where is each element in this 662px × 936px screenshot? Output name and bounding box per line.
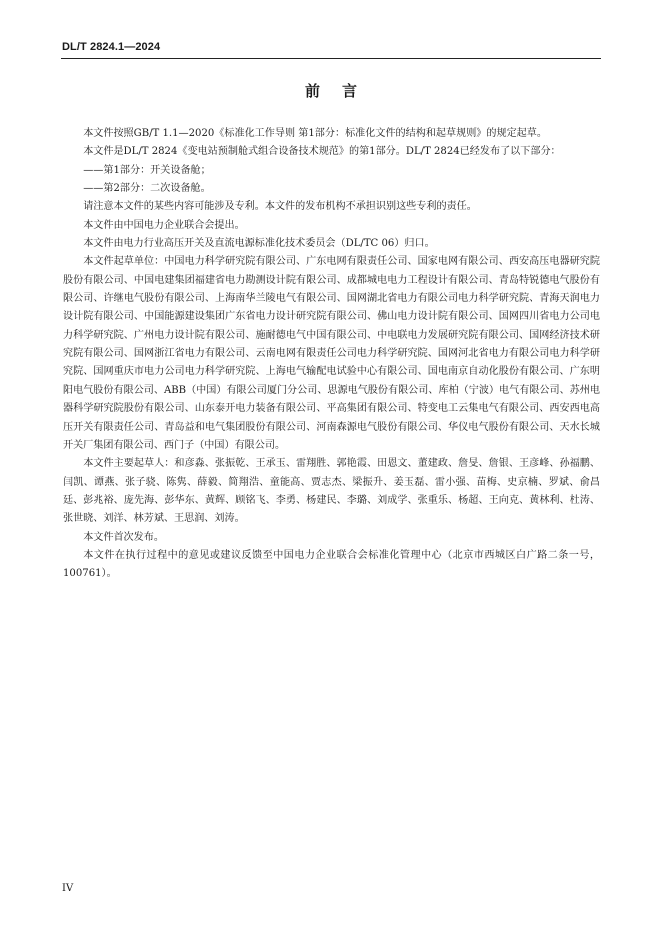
series-paragraph: 本文件是DL/T 2824《变电站预制舱式组合设备技术规范》的第1部分。DL/T 2824已经发布了以下部分：: [83, 146, 561, 158]
foreword-body: [63, 125, 600, 584]
part-1-item: ——第1部分：开关设备舱；: [83, 164, 211, 176]
drafters-paragraph: 本文件主要起草人：和彦淼、张振乾、王承玉、雷翔胜、郭艳霞、田恩文、董建政、詹旻、詹银、王彦峰、孙福鹏、闫凯、谭燕、张子骁、陈隽、薛毅、简翔浩、童能高、贾志杰、梁振升、姜玉磊、雷小强、苗梅、史京楠、罗斌、俞昌廷、彭兆裕、庞先海、彭华东、黄辉、顾铭飞、李勇、杨建民、李璐、刘成学、张重乐、杨超、王向克、黄林利、杜涛、张世晓、刘洋、林芳斌、王思润、刘涛。: [63, 458, 600, 525]
feedback-paragraph: 本文件在执行过程中的意见或建议反馈至中国电力企业联合会标准化管理中心（北京市西城区白广路二条一号，100761）。: [63, 549, 600, 580]
first-release-paragraph: 本文件首次发布。: [83, 531, 164, 543]
drafting-units-paragraph: 本文件起草单位：中国电力科学研究院有限公司、广东电网有限责任公司、国家电网有限公司、西安高压电器研究院股份有限公司、中国电建集团福建省电力勘测设计院有限公司、成都城电电力工程设计有限公司、青岛特锐德电气股份有限公司、许继电气股份有限公司、上海南华兰陵电气有限公司、国网湖北省电力有限公司电力科学研究院、青海天润电力设计院有限公司、中国能源建设集团广东省电力设计研究院有限公司、佛山电力设计院有限公司、国网四川省电力公司电力科学研究院、广州电力设计院有限公司、施耐德电气中国有限公司、中电联电力发展研究院有限公司、国网经济技术研究院有限公司、国网浙江省电力有限公司、云南电网有限责任公司电力科学研究院、国网河北省电力有限公司电力科学研究院、国网重庆市电力公司电力科学研究院、上海电气输配电试验中心有限公司、国电南京自动化股份有限公司、广东明阳电气股份有限公司、ABB（中国）有限公司厦门分公司、思源电气股份有限公司、库柏（宁波）电气有限公司、苏州电器科学研究院股份有限公司、山东泰开电力装备有限公司、平高集团有限公司、特变电工云集电气有限公司、西安西电高压开关有限责任公司、青岛益和电气集团股份有限公司、河南森源电气股份有限公司、华仪电气股份有限公司、天水长城开关厂集团有限公司、西门子（中国）有限公司。: [63, 256, 600, 451]
drafting-rule-paragraph: 本文件按照GB/T 1.1—2020《标准化工作导则 第1部分：标准化文件的结构和起草规则》的规定起草。: [83, 128, 547, 139]
committee-paragraph: 本文件由电力行业高压开关及直流电源标准化技术委员会（DL/TC 06）归口。: [83, 238, 435, 250]
proposer-paragraph: 本文件由中国电力企业联合会提出。: [83, 219, 245, 231]
patent-notice-paragraph: 请注意本文件的某些内容可能涉及专利。本文件的发布机构不承担识别这些专利的责任。: [83, 201, 477, 213]
standard-code: DL/T 2824.1—2024: [62, 41, 161, 53]
page-title: 前言: [304, 82, 379, 100]
page-number: IV: [62, 883, 74, 894]
header-divider: [61, 58, 601, 59]
part-2-item: ——第2部分：二次设备舱。: [83, 183, 211, 195]
